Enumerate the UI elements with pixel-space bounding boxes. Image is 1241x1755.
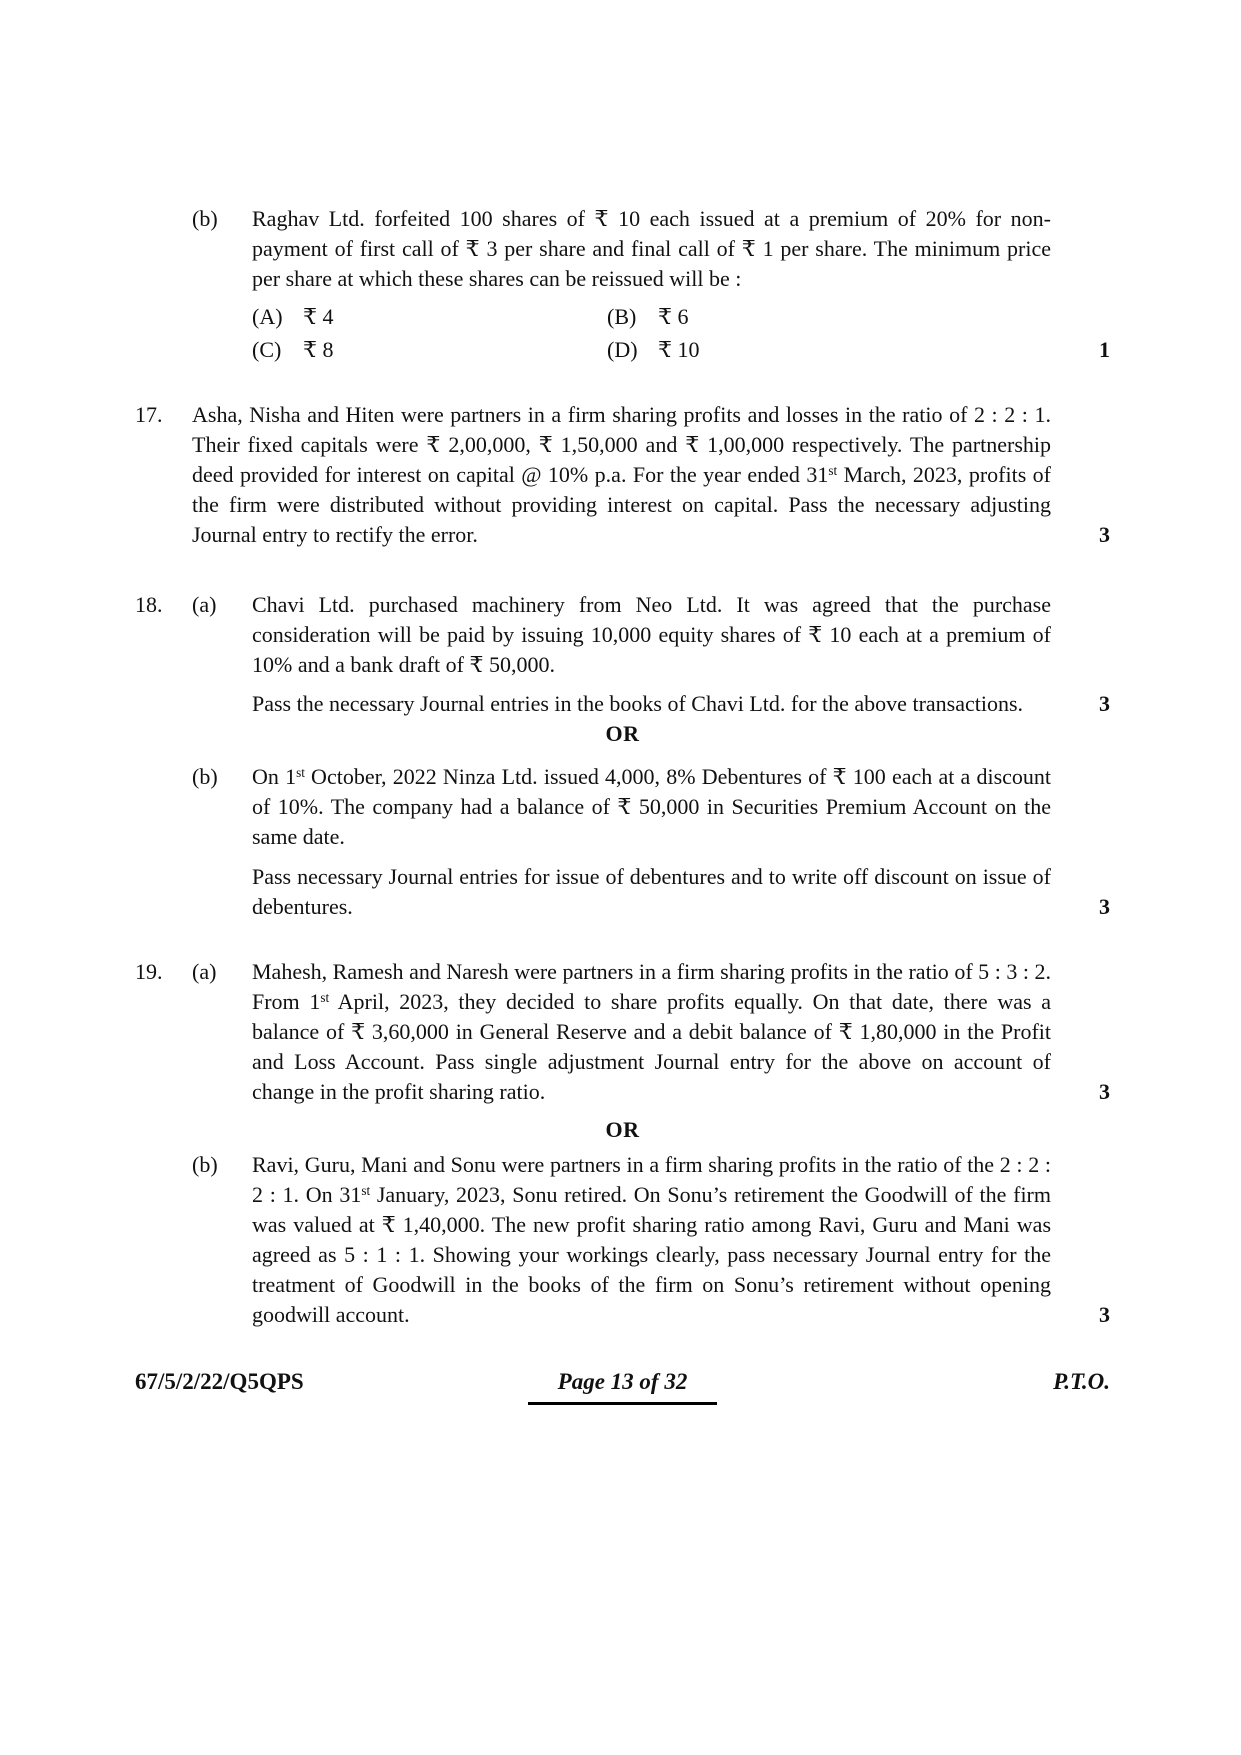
question-number: 19. xyxy=(135,959,163,984)
option-b xyxy=(607,302,962,332)
marks-value: 3 xyxy=(1099,691,1110,716)
option-b-value: ₹ 6 xyxy=(658,304,689,329)
marks-value: 3 xyxy=(1099,894,1110,919)
question-17 xyxy=(135,400,1110,550)
option-c-label: (C) xyxy=(252,337,282,362)
sub-question-letter: (b) xyxy=(192,206,218,231)
footer-pto: P.T.O. xyxy=(1053,1369,1110,1394)
question-number: 18. xyxy=(135,592,163,617)
question-body xyxy=(252,957,1051,1107)
sub-question-letter: (a) xyxy=(192,592,217,617)
question-number: 17. xyxy=(135,402,163,427)
question-19a xyxy=(135,957,1110,1107)
marks-value: 3 xyxy=(1099,522,1110,547)
question-paragraph-1: Chavi Ltd. purchased machinery from Neo Ltd. It was agreed that the purchase consideration will be paid by issuing 10,000 equity shares of ₹ 10 each at a premium of 10% and a bank draft of ₹ 50,000. xyxy=(252,592,1051,677)
options-row-1 xyxy=(252,302,1051,332)
option-a-value: ₹ 4 xyxy=(303,304,334,329)
page-footer xyxy=(135,1367,1110,1397)
question-body xyxy=(252,762,1051,922)
marks-value: 3 xyxy=(1099,1302,1110,1327)
sub-question-letter: (b) xyxy=(192,764,218,789)
option-a xyxy=(252,302,607,332)
footer-page-indicator: Page 13 of 32 xyxy=(528,1367,718,1405)
or-separator: OR xyxy=(605,1117,640,1142)
question-paragraph-2: Pass the necessary Journal entries in the books of Chavi Ltd. for the above transactions. xyxy=(252,691,1024,716)
question-text: Mahesh, Ramesh and Naresh were partners in a firm sharing profits in the ratio of 5 : 3 : 2. From 1st April, 2023, they decided to share profits equally. On that date, there was a balance of ₹ 3,60,000 in General Reserve and a debit balance of ₹ 1,80,000 in the Profit and Loss Account. Pass single adjustment Journal entry for the above on account of change in the profit sharing ratio. xyxy=(252,959,1051,1104)
option-a-label: (A) xyxy=(252,304,283,329)
sub-question-letter: (a) xyxy=(192,959,217,984)
option-d xyxy=(607,335,962,365)
question-19b xyxy=(135,1150,1110,1330)
or-separator: OR xyxy=(605,721,640,746)
option-c xyxy=(252,335,607,365)
marks-value: 1 xyxy=(1099,337,1110,362)
question-body xyxy=(252,204,1051,365)
question-18a xyxy=(135,590,1110,719)
marks-value: 3 xyxy=(1099,1079,1110,1104)
sub-question-letter: (b) xyxy=(192,1152,218,1177)
option-d-label: (D) xyxy=(607,337,638,362)
option-b-label: (B) xyxy=(607,304,637,329)
question-text: Ravi, Guru, Mani and Sonu were partners in a firm sharing profits in the ratio of the 2 : 2 : 2 : 1. On 31st January, 2023, Sonu retired. On Sonu’s retirement the Goodwill of the firm was valued at ₹ 1,40,000. The new profit sharing ratio among Ravi, Guru and Mani was agreed as 5 : 1 : 1. Showing your workings clearly, pass necessary Journal entry for the treatment of Goodwill in the books of the firm on Sonu’s retirement without opening goodwill account. xyxy=(252,1152,1051,1327)
question-18b xyxy=(135,762,1110,922)
option-d-value: ₹ 10 xyxy=(658,337,700,362)
question-paragraph-2: Pass necessary Journal entries for issue of debentures and to write off discount on issue of debentures. xyxy=(252,864,1051,919)
question-16b xyxy=(135,204,1110,365)
options-row-2 xyxy=(252,335,1051,365)
question-text: Raghav Ltd. forfeited 100 shares of ₹ 10 each issued at a premium of 20% for non-payment of first call of ₹ 3 per share and final call of ₹ 1 per share. The minimum price per share at which these shares can be reissued will be : xyxy=(252,206,1051,291)
footer-page-indicator-wrap xyxy=(135,1367,1110,1405)
question-text: Asha, Nisha and Hiten were partners in a firm sharing profits and losses in the ratio of 2 : 2 : 1. Their fixed capitals were ₹ 2,00,000, ₹ 1,50,000 and ₹ 1,00,000 respectively. The partnership deed provided for interest on capital @ 10% p.a. For the year ended 31st March, 2023, profits of the firm were distributed without providing interest on capital. Pass the necessary adjusting Journal entry to rectify the error. xyxy=(192,402,1051,547)
question-body xyxy=(192,400,1051,550)
question-paragraph-1: On 1st October, 2022 Ninza Ltd. issued 4,000, 8% Debentures of ₹ 100 each at a discount of 10%. The company had a balance of ₹ 50,000 in Securities Premium Account on the same date. xyxy=(252,764,1052,849)
options-grid xyxy=(252,302,1051,365)
footer-paper-code: 67/5/2/22/Q5QPS xyxy=(135,1369,304,1394)
question-body xyxy=(252,590,1051,719)
question-body xyxy=(252,1150,1051,1330)
option-c-value: ₹ 8 xyxy=(303,337,334,362)
